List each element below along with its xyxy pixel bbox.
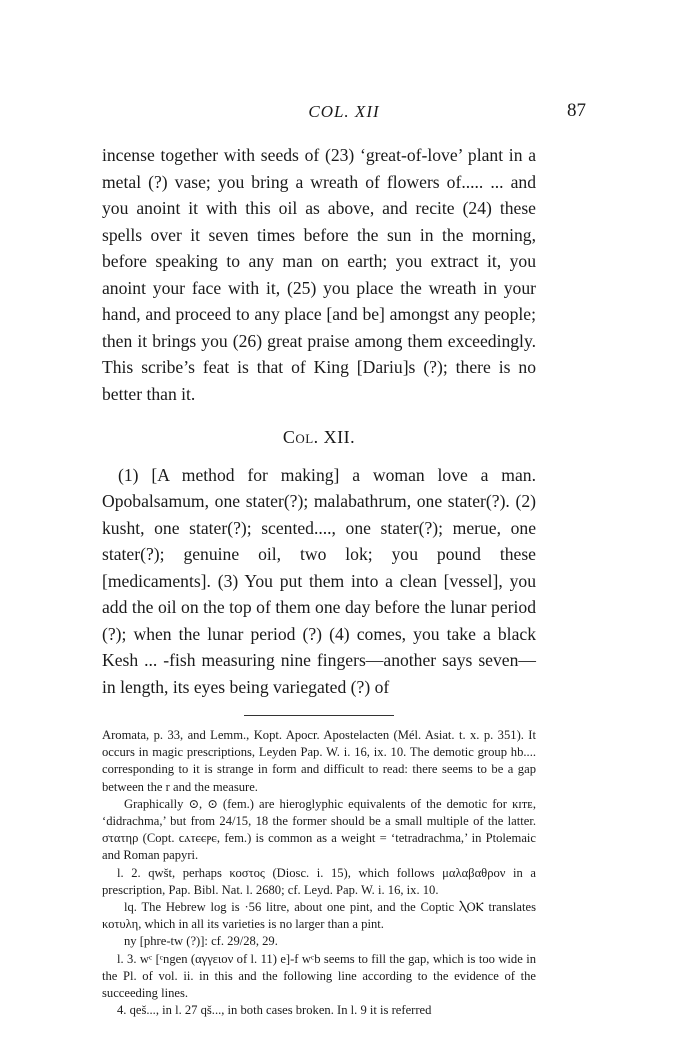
page-number: 87: [567, 100, 586, 121]
footnote-divider: [244, 715, 394, 716]
footnotes: [102, 727, 536, 1019]
main-text: [102, 142, 536, 1019]
page-header: [102, 102, 586, 126]
paragraph: incense together with seeds of (23) ‘great-of-love’ plant in a metal (?) vase; you bring a wreath of flowers of..... ... and you anoint it with this oil as above, and recite (24) these spells over it seven times before the sun in the morning, before speaking to any man on earth; you extract it, you anoint your face with it, (25) you place the wreath in your hand, and proceed to any place [and be] amongst any people; then it brings you (26) great praise among them exceedingly. This scribe’s feat is that of King [Dariu]s (?); there is no better than it.: [102, 145, 536, 404]
section-heading: Col. XII.: [282, 427, 356, 447]
footnote: Aromata, p. 33, and Lemm., Kopt. Apocr. Apostelacten (Mél. Asiat. t. x. p. 351). It occurs in magic prescriptions, Leyden Pap. W. i. 16, ix. 10. The demotic group hb.... corresponding to it is strange in form and difficult to read: there seems to be a gap between the r and the measure.: [102, 728, 536, 794]
footnote: l. 3. wᶜ [ᶜngen (αγγειον of l. 11) e]-f wᶜb seems to fill the gap, which is too wide in the Pl. of vol. ii. in this and the following line according to the evidence of the succeeding lines.: [102, 951, 536, 1001]
footnote: ny [phre-tw (?)]: cf. 29/28, 29.: [124, 934, 278, 949]
footnote: lq. The Hebrew log is ·56 litre, about one pint, and the Coptic ⲖⲞⲔ translates κοτυλη, which in all its varieties is no larger than a pint.: [102, 900, 536, 932]
running-title: COL. XII: [308, 102, 380, 121]
footnote: l. 2. qwšt, perhaps κοστος (Diosc. i. 15), which follows μαλαβαθρον in a prescription, Pap. Bibl. Nat. l. 2680; cf. Leyd. Pap. W. i. 16, ix. 10.: [102, 865, 536, 897]
paragraph: (1) [A method for making] a woman love a man. Opobalsamum, one stater(?); malabathrum, one stater(?). (2) kusht, one stater(?); scented...., one stater(?); merue, one stater(?); genuine oil, two lok; you pound these [medicaments]. (3) You put them into a clean [vessel], you add the oil on the top of them one day before the lunar period (?); when the lunar period (?) (4) comes, you take a black Kesh ... -fish measuring nine fingers—another says seven—in length, its eyes being variegated (?) of: [102, 464, 536, 697]
footnote: Graphically ⊙, ⊙ (fem.) are hieroglyphic equivalents of the demotic for ĸɪᴛᴇ, ‘didrachma,’ but from 24/15, 18 the former should be a small multiple of the latter. στατηρ (Copt. ϲⲁⲧⲉⲉⲣⲉ, fem.) is common as a weight = ‘tetradrachma,’ in Ptolemaic and Roman papyri.: [102, 796, 536, 863]
footnote: 4. qeš..., in l. 27 qš..., in both cases broken. In l. 9 it is referred: [117, 1003, 432, 1018]
